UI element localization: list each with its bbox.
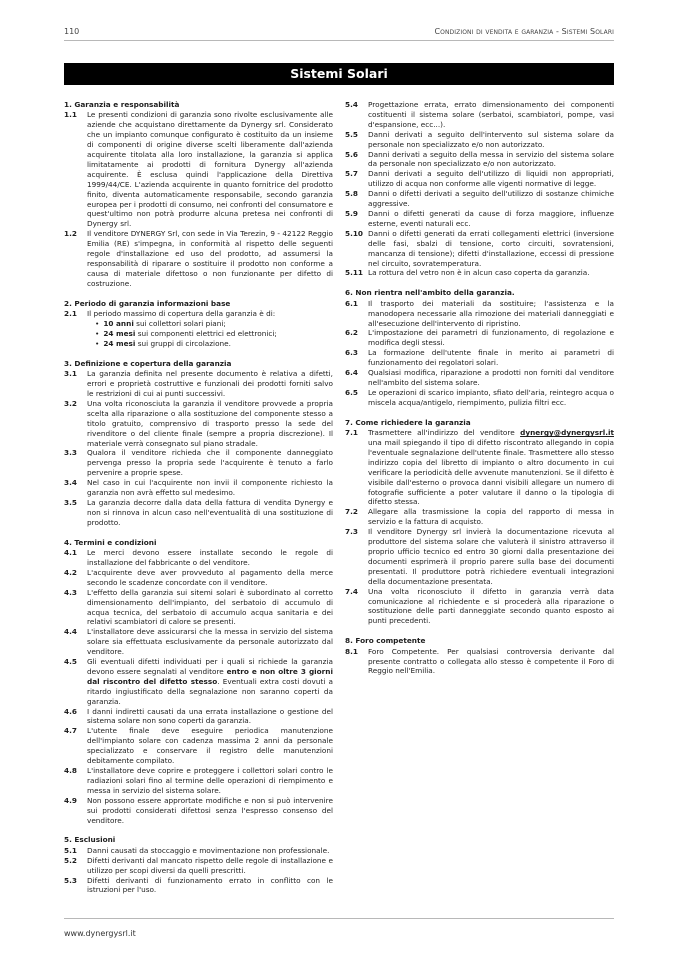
clause (345, 328, 614, 348)
clause-number: 1.1 (64, 110, 77, 120)
clause-text: La garanzia definita nel presente documento è relativa a difetti, errori e proprietà costruttive e funzionali dei prodotti forniti salvo le restrizioni di cui ai punti successivi. (87, 369, 333, 398)
section-heading: 6. Non rientra nell'ambito della garanzia. (345, 288, 515, 298)
section-3 (64, 359, 333, 528)
clause (345, 268, 614, 278)
clause-number: 3.3 (64, 448, 77, 458)
clause-number: 5.11 (345, 268, 364, 278)
clause (345, 299, 614, 329)
clause-text: L'installatore deve coprire e proteggere i collettori solari contro le radiazioni solari fino al termine delle operazioni di riempimento e messa in servizio del sistema solare. (87, 766, 333, 795)
clause (64, 399, 333, 449)
clause (345, 507, 614, 527)
clause-number: 5.9 (345, 208, 358, 218)
clause (64, 448, 333, 478)
clause (64, 766, 333, 796)
clause-number: 5.6 (345, 149, 358, 159)
section-4 (64, 538, 333, 826)
section-8 (345, 636, 614, 676)
clause (345, 428, 614, 507)
clause-text: Il venditore Dynergy srl invierà la documentazione ricevuta al produttore del sistema solare che valuterà il sinistro attraverso il proprio ufficio tecnico ed entro 30 giorni dalla presentazione dei documenti esprimerà il proprio parere sulla base dei documenti presentati. Il produttore potrà richiedere eventuali integrazioni della documentazione presentata. (368, 527, 614, 586)
clause-number: 5.8 (345, 189, 358, 199)
clause (345, 647, 614, 677)
clause-number: 3.5 (64, 497, 77, 507)
clause (345, 189, 614, 209)
reporting-deadline: entro e non oltre 3 giorni dal riscontro del difetto stesso (87, 666, 333, 686)
section-heading: 4. Termini e condizioni (64, 537, 157, 547)
section-heading: 5. Esclusioni (64, 835, 116, 845)
clause-number: 5.2 (64, 855, 77, 865)
section-2 (64, 299, 333, 349)
clause-text: La formazione dell'utente finale in merito ai parametri di funzionamento dei regolatori solari. (368, 348, 614, 368)
clause-text: Le operazioni di scarico impianto, sfiato dell'aria, reintegro acqua o miscela acqua/antigelo, riempimento, pulizia filtri ecc. (368, 387, 614, 407)
clause-number: 5.3 (64, 875, 77, 885)
clause (64, 548, 333, 568)
header-divider (64, 40, 614, 41)
clause-text: Danni derivati a seguito della messa in servizio del sistema solare da personale non specializzato e/o non autorizzato. (368, 149, 614, 169)
clause-number: 8.1 (345, 646, 358, 656)
clause-text-part: Trasmettere all'indirizzo del venditore (368, 428, 515, 438)
list-item (95, 319, 333, 329)
list-item (95, 339, 333, 349)
clause-text (368, 428, 614, 507)
clause-text: Le presenti condizioni di garanzia sono rivolte esclusivamente alle aziende che acquistano direttamente da Dynergy srl. Considerato che un impianto comunque configurato è costituito da un insieme di componenti di origine diverse scelti liberamente dall'azienda acquirente titolata alla loro installazione, la garanzia si applica limitatamente ai prodotti di fornitura Dynergy all'azienda acquirente. È esclusa quindi l'applicazione della Direttiva 1999/44/CE. L'azienda acquirente in quanto fornitrice del prodotto finito, diventa automaticamente responsabile, secondo garanzia europea per i prodotti di consumo, nei confronti del consumatore e quest'ultimo non potrà produrre alcuna pretesa nei confronti di Dynergy srl. (87, 110, 333, 229)
footer-url[interactable]: www.dynergysrl.it (64, 929, 136, 938)
clause-text: Progettazione errata, errato dimensionamento dei componenti costituenti il sistema solare (serbatoi, scambiatori, pompe, vasi d'espansione, ecc...). (368, 100, 614, 129)
clause-text: Il venditore DYNERGY Srl, con sede in Via Terezin, 9 - 42122 Reggio Emilia (RE) s'impegna, in conformità al rispetto delle seguenti regole d'installazione ed uso del prodotto, ad assumersi la responsabilità di riparare o sostituire il prodotto non conforme a causa di materiale difettoso o non funzionante per difetto di costruzione. (87, 229, 333, 288)
clause-text: Qualsiasi modifica, riparazione a prodotti non forniti dal venditore nell'ambito del sistema solare. (368, 368, 614, 387)
section-5-start (64, 835, 333, 895)
clause-text: Non possono essere apprortate modifiche e non si può intervenire sui prodotti considerati difettosi senza l'espresso consenso del venditore. (87, 795, 333, 825)
clause-text: Danni derivati a seguito dell'intervento sul sistema solare da personale non specializzato e/o non autorizzato. (368, 129, 614, 149)
clause-number: 3.2 (64, 398, 77, 408)
clause-number: 4.4 (64, 627, 77, 637)
clause-number: 5.1 (64, 845, 77, 855)
clause-text: La rottura del vetro non è in alcun caso coperta da garanzia. (368, 268, 590, 278)
clause (345, 130, 614, 150)
clause-number: 5.5 (345, 129, 358, 139)
clause-text-part: Gli eventuali difetti individuati per i quali si richiede la garanzia devono essere segnalati al venditore (87, 657, 333, 676)
page-header (64, 24, 614, 39)
clause (64, 876, 333, 896)
section-5-continued (345, 100, 614, 278)
section-1 (64, 100, 333, 289)
clause-number: 6.4 (345, 368, 358, 378)
clause (345, 229, 614, 269)
clause-number: 4.8 (64, 766, 77, 775)
footer-divider (64, 918, 614, 919)
clause-text-part: una mail spiegando il tipo di difetto riscontrato allegando in copia l'eventuale segnalazione dell'utente finale. Trasmettere allo stesso indirizzo copia del libretto di impianto o altro documento in cui verificare la periodicità delle avvenute manutenzioni. Se il difetto è visibile dall'esterno o provoca danni visibili allegare un numero di fotografie sufficiente a poter valutare il danno o la tipologia di difetto stessa. (368, 438, 614, 507)
clause-number: 4.6 (64, 706, 77, 716)
clause-text: Nel caso in cui l'acquirente non invii il componente richiesto la garanzia non avrà effetto sul medesimo. (87, 478, 333, 498)
clause (64, 657, 333, 707)
period-value: 24 mesi (103, 338, 136, 348)
clause-number: 4.5 (64, 657, 77, 667)
clause-number: 7.4 (345, 586, 358, 596)
period-scope: sui collettori solari piani; (136, 319, 226, 329)
clause (64, 309, 333, 349)
section-heading: 3. Definizione e copertura della garanzia (64, 358, 232, 368)
clause-number: 4.9 (64, 795, 77, 805)
clause (64, 229, 333, 288)
clause-number: 4.2 (64, 567, 77, 577)
right-column (345, 100, 614, 686)
clause-text: I danni indiretti causati da una errata installazione o gestione del sistema solare non sono coperti da garanzia. (87, 706, 333, 726)
clause-number: 5.7 (345, 169, 358, 179)
clause-number: 6.5 (345, 387, 358, 397)
clause-number: 6.1 (345, 298, 358, 308)
clause-text: Le merci devono essere installate secondo le regole di installazione del fabbricante o del venditore. (87, 548, 333, 567)
clause-number: 5.4 (345, 100, 358, 109)
clause-intro: Il periodo massimo di copertura della garanzia è di: (87, 309, 276, 319)
clause (345, 348, 614, 368)
clause (345, 587, 614, 627)
clause-text: Danni o difetti derivati a seguito dell'utilizzo di sostanze chimiche aggressive. (368, 189, 614, 209)
clause-text-part: . Eventuali extra costi dovuti a ritardo ingiustificato della segnalazione non saranno coperti da garanzia. (87, 676, 333, 706)
clause (345, 388, 614, 408)
clause-text: L'impostazione dei parametri di funzionamento, di regolazione e modifica degli stessi. (368, 328, 614, 348)
clause-number: 7.1 (345, 428, 358, 438)
clause-text: Danni o difetti generati da cause di forza maggiore, influenze esterne, eventi naturali ecc. (368, 208, 614, 228)
clause-text: Danni derivati a seguito dell'utilizzo di liquidi non appropriati, utilizzo di acqua non conforme alle vigenti normative di legge. (368, 169, 614, 189)
clause (64, 588, 333, 628)
clause-number: 6.3 (345, 348, 358, 358)
clause-number: 5.10 (345, 228, 364, 238)
clause-text: L'acquirente deve aver provveduto al pagamento della merce secondo le scadenze concordate con il venditore. (87, 567, 333, 587)
clause (64, 369, 333, 399)
clause (64, 846, 333, 856)
email-link[interactable]: dynergy@dynergysrl.it (520, 428, 614, 438)
clause-text: L'effetto della garanzia sui sitemi solari è subordinato al corretto dimensionamento dell'impianto, del serbatoio di accumulo di acqua tecnica, del serbatoio di accumulo acqua sanitaria e dei relativi scambiatori di calore se presenti. (87, 587, 333, 627)
section-6 (345, 288, 614, 407)
clause-number: 7.2 (345, 507, 358, 517)
clause-number: 4.3 (64, 587, 77, 597)
clause-number: 4.7 (64, 726, 77, 736)
clause-number: 2.1 (64, 309, 77, 319)
clause (345, 100, 614, 130)
clause-text: Danni causati da stoccaggio e movimentazione non professionale. (87, 845, 330, 855)
clause-number: 3.1 (64, 369, 77, 379)
clause-text (87, 657, 333, 707)
section-7 (345, 418, 614, 627)
page-number: 110 (64, 27, 80, 36)
clause-text: Il trasporto dei materiali da sostituire; l'assistenza e la manodopera necessarie alla rimozione dei materiali danneggiati e all'esecuzione dell'intervento di ripristino. (368, 298, 614, 328)
clause (345, 209, 614, 229)
clause-text: L'installatore deve assicurarsi che la messa in servizio del sistema solare sia effettuata esclusivamente da personale autorizzato dal venditore. (87, 627, 333, 657)
period-value: 10 anni (103, 319, 134, 329)
list-item (95, 329, 333, 339)
clause-text: Difetti derivanti dal mancato rispetto delle regole di installazione e utilizzo per scopi diversi da quelli prescritti. (87, 855, 333, 875)
running-title: Condizioni di vendita e garanzia - Sistemi Solari (434, 27, 614, 36)
clause (64, 478, 333, 498)
clause (345, 169, 614, 189)
section-banner: Sistemi Solari (64, 63, 614, 85)
clause-text: La garanzia decorre dalla data della fattura di vendita Dynergy e non si rinnova in alcun caso nell'eventualità di una sostituzione di prodotto. (87, 497, 333, 527)
clause (64, 856, 333, 876)
left-column (64, 100, 333, 905)
clause (345, 368, 614, 388)
clause (64, 707, 333, 727)
clause (345, 150, 614, 170)
clause-number: 4.1 (64, 548, 77, 558)
clause-number: 3.4 (64, 478, 77, 488)
clause (64, 726, 333, 766)
section-heading: 8. Foro competente (345, 636, 426, 646)
clause-text: Foro Competente. Per qualsiasi controversia derivante dal presente contratto o collegata allo stesso è competente il Foro di Reggio nell'Emilia. (368, 646, 614, 676)
clause-number: 6.2 (345, 328, 358, 338)
clause (64, 498, 333, 528)
clause-text (87, 309, 333, 349)
clause-text: Difetti derivanti di funzionamento errato in conflitto con le istruzioni per l'uso. (87, 875, 333, 895)
clause (64, 627, 333, 657)
clause-text: Allegare alla trasmissione la copia del rapporto di messa in servizio e la fattura di acquisto. (368, 507, 614, 527)
clause-text: Danni o difetti generati da errati collegamenti elettrici (inversione delle fasi, sbalzi di tensione, corto circuiti, sovratensioni, mancanza di tensione); difetti d'installazione, eccessi di pressione nel circuito, sovratemperatura. (368, 228, 614, 268)
section-heading: 2. Periodo di garanzia informazioni base (64, 298, 231, 308)
warranty-period-list (87, 319, 333, 349)
clause (64, 796, 333, 826)
section-heading: 7. Come richiedere la garanzia (345, 417, 471, 427)
clause-number: 7.3 (345, 527, 358, 537)
clause-text: L'utente finale deve eseguire periodica manutenzione dell'impianto solare con cadenza massima 2 anni da personale specializzato e conservare il registro delle manutenzioni debitamente compilato. (87, 726, 333, 766)
clause-text: Una volta riconosciuto il difetto in garanzia verrà data comunicazione al richiedente e si procederà alla riparazione o sostituzione delle parti danneggiate secondo quanto esposto ai punti precedenti. (368, 586, 614, 626)
clause-text: Una volta riconosciuta la garanzia il venditore provvede a propria scelta alla riparazione o alla sostituzione del componente stesso a titolo gratuito, comprensivo di trasporto presso la sede del rivenditore o del cliente finale (sempre a propria discrezione). Il materiale verrà consegnato sul piano stradale. (87, 398, 333, 448)
clause (64, 568, 333, 588)
section-heading: 1. Garanzia e responsabilità (64, 100, 180, 109)
period-scope: sui gruppi di circolazione. (137, 338, 231, 348)
clause (64, 110, 333, 229)
period-value: 24 mesi (103, 328, 136, 338)
clause-number: 1.2 (64, 229, 77, 239)
clause (345, 527, 614, 586)
clause-text: Qualora il venditore richieda che il componente danneggiato pervenga presso la propria sede l'acquirente è tenuto a farlo pervenire a proprie spese. (87, 448, 333, 478)
period-scope: sui componenti elettrici ed elettronici; (137, 328, 277, 338)
